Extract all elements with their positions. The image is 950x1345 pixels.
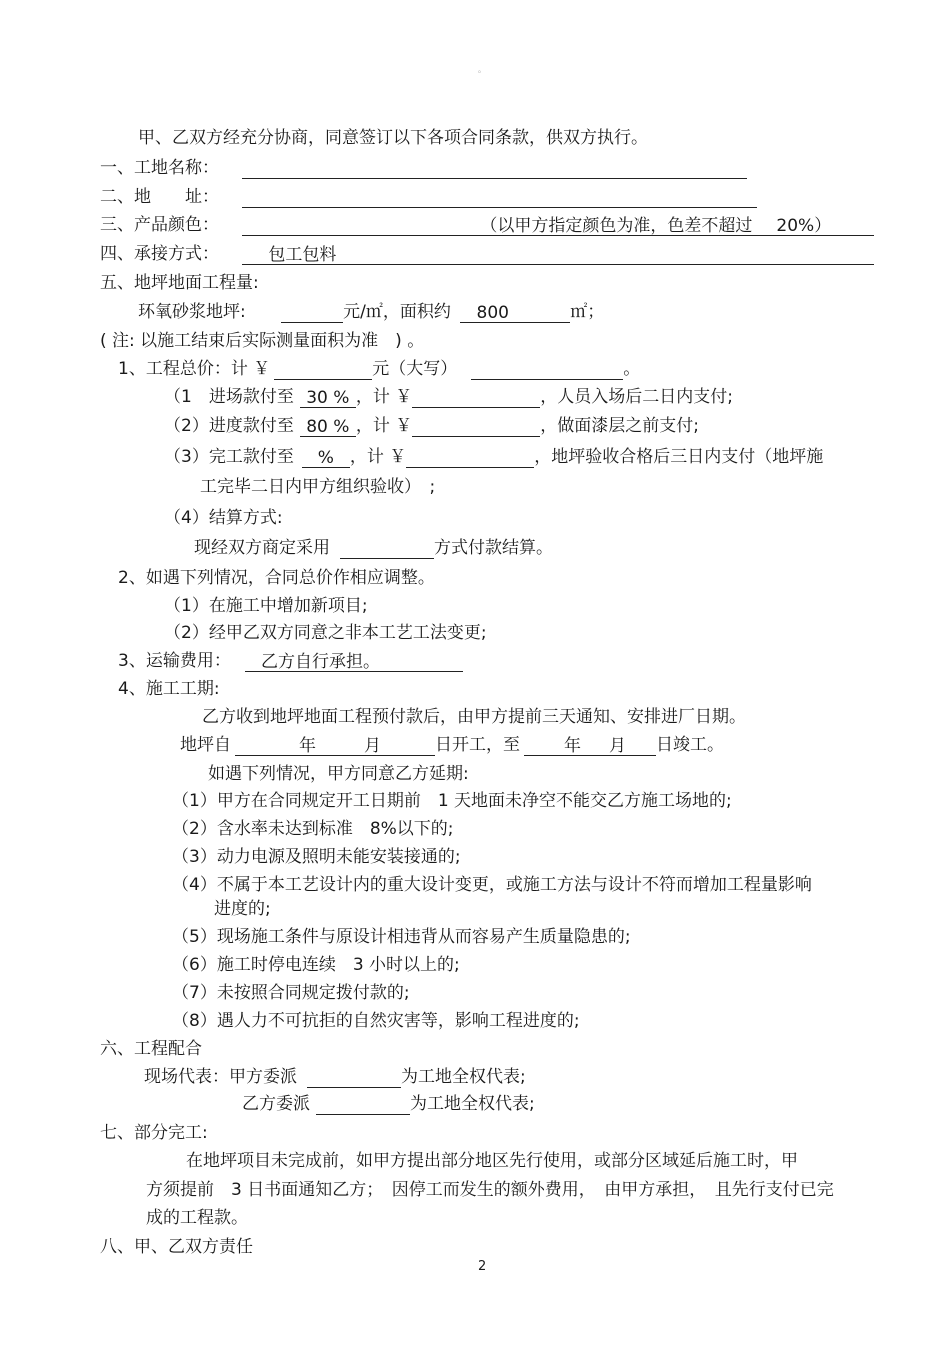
- contract-mode-row: [100, 243, 874, 265]
- party-a-rep-row: [144, 1066, 526, 1088]
- progress-payment-amount-label: ，计 ￥: [355, 416, 413, 436]
- area-blank: [460, 302, 570, 323]
- settlement-method-row: [194, 537, 553, 559]
- total-price-blank: [274, 359, 372, 380]
- total-price-end: 。: [623, 359, 641, 379]
- start-label: 地坪自: [180, 735, 231, 755]
- progress-payment-label: （2）进度款付至: [164, 416, 294, 436]
- address-row: [100, 186, 757, 208]
- epoxy-label: 环氧砂浆地坪:: [138, 302, 246, 322]
- party-b-rep-blank: [316, 1094, 410, 1115]
- end-date-blank: [524, 735, 656, 756]
- delay-item-5: （5）现场施工条件与原设计相违背从而容易产生质量隐患的;: [172, 927, 631, 947]
- party-b-rep-row: [242, 1093, 535, 1115]
- address-label: 二、地 址：: [100, 187, 219, 207]
- party-b-rep-post: 为工地全权代表;: [410, 1094, 535, 1114]
- color-tolerance: 20%: [776, 216, 815, 236]
- site-name-label: 一、工地名称：: [100, 158, 219, 178]
- start-day-label: 日开工，至: [435, 735, 520, 755]
- schedule-heading: 4、施工工期:: [118, 679, 220, 699]
- intro-paragraph: 甲、乙双方经充分协商，同意签订以下各项合同条款，供双方执行。: [138, 128, 648, 148]
- header-mark: 。: [478, 65, 486, 74]
- entry-payment-row: [164, 386, 733, 408]
- delay-item-4-cont: 进度的;: [214, 899, 271, 919]
- delay-item-7: （7）未按照合同规定拨付款的;: [172, 983, 410, 1003]
- party-a-rep-post: 为工地全权代表;: [401, 1067, 526, 1087]
- partial-completion-line-1: 在地坪项目未完成前，如甲方提出部分地区先行使用，或部分区域延后施工时，甲: [186, 1151, 798, 1171]
- party-a-rep-blank: [307, 1067, 401, 1088]
- page-number: 2: [478, 1259, 487, 1274]
- entry-payment-amount-label: ，计 ￥: [355, 387, 413, 407]
- contract-mode-blank: [242, 244, 874, 265]
- delay-item-1: （1）甲方在合同规定开工日期前 1 天地面未净空不能交乙方施工场地的;: [172, 791, 732, 811]
- total-price-caps-label: 元（大写）: [372, 359, 458, 379]
- unit-price-text: 元/㎡，面积约: [343, 302, 451, 322]
- price-adjust-item-1: （1）在施工中增加新项目;: [164, 596, 368, 616]
- entry-payment-pct: 30 %: [300, 387, 356, 408]
- transport-cost-row: [118, 650, 463, 672]
- color-note: （以甲方指定颜色为准，色差不超过: [480, 216, 753, 236]
- responsibilities-heading: 八、甲、乙双方责任: [100, 1237, 253, 1257]
- completion-payment-label: （3）完工款付至: [164, 447, 294, 467]
- total-price-row: [118, 358, 640, 380]
- end-year-label: 年: [564, 736, 581, 756]
- transport-cost-label: 3、运输费用：: [118, 651, 231, 671]
- completion-payment-pct: %: [302, 447, 350, 468]
- site-name-blank: [242, 158, 747, 179]
- partial-completion-line-3: 成的工程款。: [146, 1208, 248, 1228]
- unit-price-blank: [281, 302, 343, 323]
- settlement-method-blank: [340, 538, 434, 559]
- delay-item-4: （4）不属于本工艺设计内的重大设计变更，或施工方法与设计不符而增加工程量影响: [172, 875, 812, 895]
- completion-payment-amount-label: ，计 ￥: [349, 447, 407, 467]
- start-date-blank: [235, 735, 435, 756]
- color-note-close: ）: [814, 216, 832, 236]
- completion-payment-terms-cont: 工完毕二日内甲方组织验收） ;: [200, 477, 436, 497]
- price-adjust-heading: 2、如遇下列情况，合同总价作相应调整。: [118, 568, 435, 588]
- settlement-method-pre: 现经双方商定采用: [194, 538, 330, 558]
- quantity-heading: 五、地坪地面工程量:: [100, 273, 259, 293]
- completion-payment-terms: ，地坪验收合格后三日内支付（地坪施: [534, 447, 824, 467]
- party-a-rep-label: 现场代表：甲方委派: [144, 1067, 297, 1087]
- site-name-row: [100, 157, 747, 179]
- total-price-caps-blank: [471, 359, 623, 380]
- delay-intro: 如遇下列情况，甲方同意乙方延期:: [208, 764, 469, 784]
- area-value: 800: [476, 303, 509, 323]
- completion-payment-row: [164, 446, 823, 468]
- party-b-rep-label: 乙方委派: [242, 1094, 310, 1114]
- color-blank: [242, 215, 874, 236]
- entry-payment-amount-blank: [412, 387, 540, 408]
- partial-completion-heading: 七、部分完工:: [100, 1123, 208, 1143]
- address-blank: [242, 187, 757, 208]
- contract-mode-value: 包工包料: [268, 245, 337, 265]
- coordination-heading: 六、工程配合: [100, 1039, 202, 1059]
- settlement-method-label: （4）结算方式:: [164, 508, 283, 528]
- end-day-label: 日竣工。: [656, 735, 724, 755]
- schedule-dates-row: [180, 734, 724, 756]
- start-year-label: 年: [299, 736, 316, 756]
- epoxy-row: [138, 301, 604, 323]
- transport-cost-value: 乙方自行承担。: [261, 652, 381, 672]
- total-price-label: 1、工程总价：计 ￥: [118, 359, 271, 379]
- entry-payment-label: （1 进场款付至: [164, 387, 294, 407]
- color-label: 三、产品颜色：: [100, 215, 219, 235]
- start-month-label: 月: [364, 736, 381, 756]
- schedule-intro: 乙方收到地坪地面工程预付款后，由甲方提前三天通知、安排进厂日期。: [202, 707, 746, 727]
- progress-payment-row: [164, 415, 699, 437]
- settlement-method-post: 方式付款结算。: [434, 538, 553, 558]
- transport-cost-blank: [245, 651, 463, 672]
- progress-payment-terms: ，做面漆层之前支付;: [540, 416, 699, 436]
- end-month-label: 月: [609, 736, 626, 756]
- completion-payment-amount-blank: [406, 447, 534, 468]
- entry-payment-terms: ，人员入场后二日内支付;: [540, 387, 733, 407]
- delay-item-8: （8）遇人力不可抗拒的自然灾害等，影响工程进度的;: [172, 1011, 580, 1031]
- delay-item-2: （2）含水率未达到标准 8%以下的;: [172, 819, 454, 839]
- measurement-note: ( 注: 以施工结束后实际测量面积为准 ) 。: [100, 331, 425, 351]
- partial-completion-line-2: 方须提前 3 日书面通知乙方； 因停工而发生的额外费用， 由甲方承担， 且先行支付已完: [146, 1180, 834, 1200]
- color-row: [100, 214, 874, 236]
- progress-payment-pct: 80 %: [300, 416, 356, 437]
- delay-item-3: （3）动力电源及照明未能安装接通的;: [172, 847, 461, 867]
- contract-mode-label: 四、承接方式：: [100, 244, 219, 264]
- price-adjust-item-2: （2）经甲乙双方同意之非本工艺工法变更;: [164, 623, 487, 643]
- progress-payment-amount-blank: [412, 416, 540, 437]
- delay-item-6: （6）施工时停电连续 3 小时以上的;: [172, 955, 460, 975]
- area-unit: ㎡；: [570, 302, 605, 322]
